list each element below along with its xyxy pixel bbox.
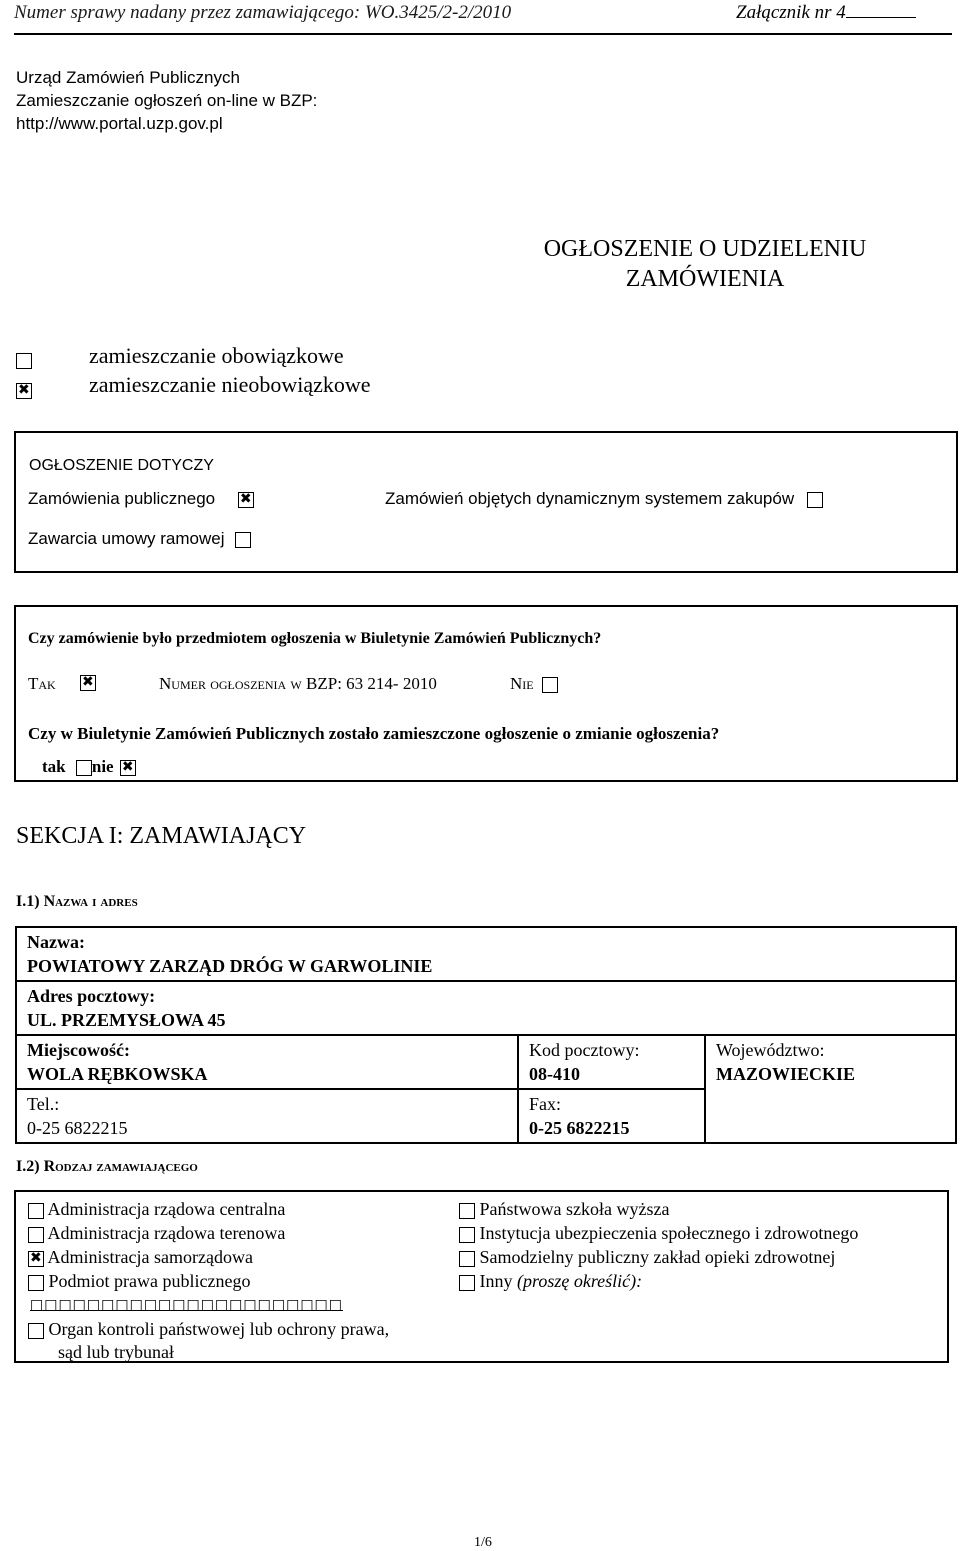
tel-cell [16, 1089, 518, 1143]
bulletin-number [159, 674, 437, 694]
buyer-type-other-hint: (proszę określić): [517, 1271, 643, 1291]
buyer-type-left-0 [28, 1197, 285, 1221]
bulletin-no-checkbox[interactable] [542, 677, 558, 693]
buyer-type-right-0-checkbox[interactable] [459, 1203, 475, 1219]
header-rule [14, 33, 952, 35]
buyer-type-left-2 [28, 1245, 253, 1269]
section1-sub2-heading [16, 1158, 198, 1176]
fax-cell [518, 1089, 705, 1143]
attachment-label [736, 2, 916, 24]
framework-option [28, 529, 251, 549]
postal-value: 08-410 [529, 1064, 580, 1084]
buyer-type-left-2-checkbox[interactable] [28, 1251, 44, 1267]
section1-sub1-title: Nazwa i adres [43, 893, 138, 910]
bulletin-no-option [510, 674, 558, 694]
city-label: Miejscowość: [27, 1040, 130, 1060]
buyer-type-left-0-checkbox[interactable] [28, 1203, 44, 1219]
notice-concerns-box [14, 431, 958, 573]
address-table [15, 926, 957, 1144]
tel-label: Tel.: [27, 1094, 60, 1114]
placement-optional-label: zamieszczanie nieobowiązkowe [89, 372, 371, 397]
buyer-type-right-2-label: Samodzielny publiczny zakład opieki zdrowotnej [479, 1247, 836, 1267]
bulletin-no-label: Nie [510, 674, 534, 693]
voivodeship-label: Województwo: [716, 1040, 825, 1060]
buyer-type-other-checkbox[interactable] [459, 1275, 475, 1291]
buyer-type-left-2-label: Administracja samorządowa [47, 1247, 253, 1267]
bulletin-yes-label: Tak [28, 674, 56, 693]
buyer-type-left-1 [28, 1221, 285, 1245]
fax-value: 0-25 6822215 [529, 1118, 630, 1138]
bulletin-yes-checkbox-wrap [80, 674, 96, 692]
notice-title-line2: ZAMÓWIENIA [625, 266, 785, 292]
public-order-label: Zamówienia publicznego [28, 489, 216, 508]
public-order-checkbox[interactable] [238, 492, 254, 508]
buyer-type-right-1-checkbox[interactable] [459, 1227, 475, 1243]
voivodeship-cell [705, 1035, 956, 1143]
bulletin-q2-yes-checkbox[interactable] [76, 760, 92, 776]
case-number-header: Numer sprawy nadany przez zamawiającego: WO.3425/2-2/2010 [14, 2, 512, 23]
publisher-url: http://www.portal.uzp.gov.pl [16, 114, 223, 133]
bulletin-yes-option [28, 674, 56, 694]
buyer-type-organ-checkbox[interactable] [28, 1323, 44, 1339]
buyer-type-left-1-checkbox[interactable] [28, 1227, 44, 1243]
attachment-text: Załącznik nr 4 [736, 2, 846, 23]
address-value: UL. PRZEMYSŁOWA 45 [27, 1010, 226, 1030]
tel-value: 0-25 6822215 [27, 1118, 128, 1138]
buyer-type-right-2-checkbox[interactable] [459, 1251, 475, 1267]
buyer-type-organ-label: Organ kontroli państwowej lub ochrony prawa, [48, 1319, 390, 1339]
buyer-type-right-0 [459, 1197, 669, 1221]
buyer-type-other [459, 1269, 642, 1293]
address-cell [16, 981, 956, 1035]
placement-mandatory [16, 346, 32, 372]
buyer-type-organ [28, 1317, 389, 1341]
buyer-type-right-2 [459, 1245, 835, 1269]
city-cell [16, 1035, 518, 1089]
buyer-type-left-3-checkbox[interactable] [28, 1275, 44, 1291]
section1-sub1-number: I.1) [16, 893, 40, 910]
attachment-underline [846, 3, 916, 18]
notice-title-line1: OGŁOSZENIE O UDZIELENIU [543, 236, 867, 262]
address-label: Adres pocztowy: [27, 986, 156, 1006]
section1-heading: SEKCJA I: ZAMAWIAJĄCY [16, 823, 307, 849]
publisher-line2: Zamieszczanie ogłoszeń on-line w BZP: [16, 91, 318, 110]
bulletin-q2-yes-label: tak [42, 757, 66, 776]
fax-label: Fax: [529, 1094, 562, 1114]
buyer-type-other-label: Inny [479, 1271, 513, 1291]
section1-sub2-title: Rodzaj zamawiającego [43, 1158, 198, 1175]
bulletin-q2-options [42, 757, 136, 777]
publisher-block [16, 66, 317, 135]
placement-mandatory-label: zamieszczanie obowiązkowe [89, 343, 344, 368]
city-value: WOLA RĘBKOWSKA [27, 1064, 208, 1084]
bulletin-q2-no-checkbox[interactable] [120, 760, 136, 776]
buyer-type-right-0-label: Państwowa szkoła wyższa [479, 1199, 670, 1219]
section1-sub1-heading [16, 893, 138, 911]
bulletin-q2-no-label: nie [91, 757, 114, 776]
page-number: 1/6 [474, 1535, 492, 1550]
dynamic-system-checkbox[interactable] [807, 492, 823, 508]
name-value: POWIATOWY ZARZĄD DRÓG W GARWOLINIE [27, 956, 433, 976]
placement-mandatory-checkbox[interactable] [16, 353, 32, 369]
dynamic-system-label: Zamówień objętych dynamicznym systemem zakupów [385, 489, 795, 508]
bulletin-number-value: BZP: 63 214- 2010 [306, 674, 437, 693]
publisher-line1: Urząd Zamówień Publicznych [16, 68, 240, 87]
buyer-type-left-3-label: Podmiot prawa publicznego [48, 1271, 251, 1291]
buyer-type-right-1-label: Instytucja ubezpieczenia społecznego i zdrowotnego [479, 1223, 859, 1243]
buyer-type-left-0-label: Administracja rządowa centralna [47, 1199, 286, 1219]
buyer-type-right-1 [459, 1221, 858, 1245]
name-cell [16, 927, 956, 981]
placement-optional-checkbox[interactable] [16, 383, 32, 399]
postal-label: Kod pocztowy: [529, 1040, 640, 1060]
framework-label: Zawarcia umowy ramowej [28, 529, 225, 548]
dynamic-system-option [385, 489, 823, 509]
name-label: Nazwa: [27, 932, 85, 952]
bulletin-yes-checkbox[interactable] [80, 675, 96, 691]
buyer-type-organ-line2: sąd lub trybunał [58, 1342, 174, 1362]
bulletin-question2: Czy w Biuletynie Zamówień Publicznych zostało zamieszczone ogłoszenie o zmianie ogłoszenia? [28, 724, 720, 743]
bulletin-number-label: Numer ogłoszenia w [159, 674, 302, 693]
notice-concerns-heading: OGŁOSZENIE DOTYCZY [29, 457, 214, 474]
buyer-type-left-1-label: Administracja rządowa terenowa [47, 1223, 286, 1243]
postal-cell [518, 1035, 705, 1089]
bulletin-box [14, 605, 958, 782]
voivodeship-value: MAZOWIECKIE [716, 1064, 856, 1084]
placement-optional [16, 376, 32, 402]
empty-boxes-row: □□□□□□□□□□□□□□□□□□□□□□ [30, 1297, 344, 1313]
public-order-option [28, 489, 254, 509]
framework-checkbox[interactable] [235, 532, 251, 548]
buyer-types-box [14, 1190, 949, 1363]
section1-sub2-number: I.2) [16, 1158, 40, 1175]
buyer-type-left-3 [28, 1269, 250, 1293]
bulletin-question1: Czy zamówienie było przedmiotem ogłoszenia w Biuletynie Zamówień Publicznych? [28, 630, 602, 647]
